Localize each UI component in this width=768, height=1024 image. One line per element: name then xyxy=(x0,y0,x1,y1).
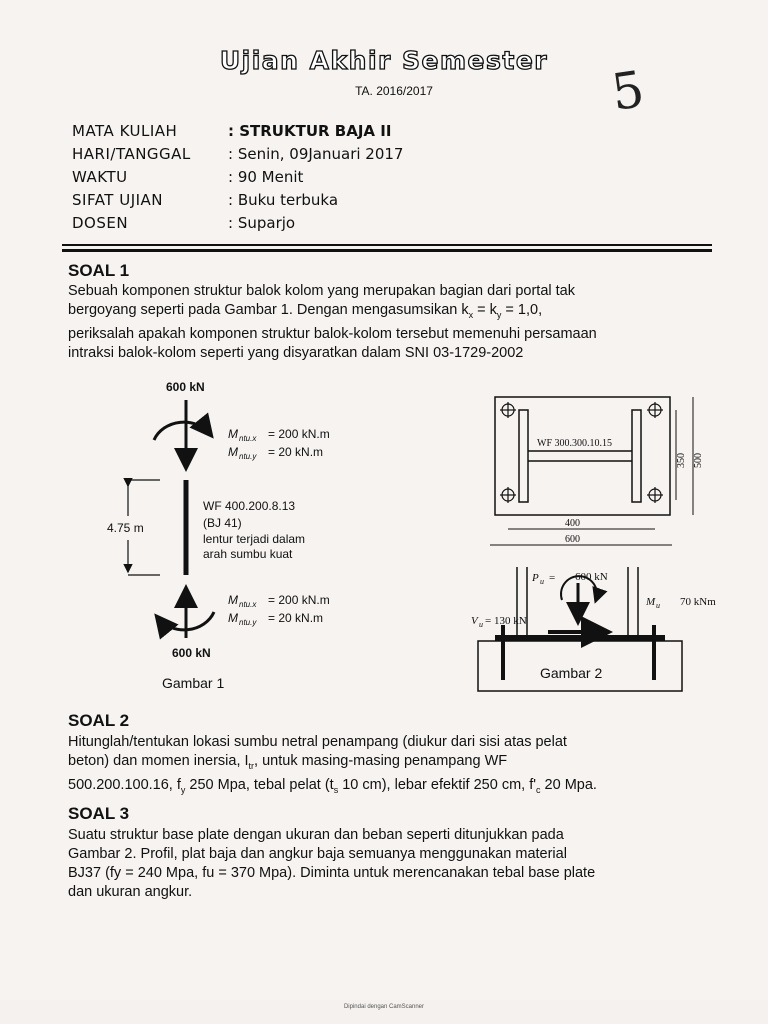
fig1-mbx-symbol: M xyxy=(228,593,238,607)
soal2-part: 10 cm), lebar efektif 250 cm, f' xyxy=(338,776,537,793)
info-value: : STRUKTUR BAJA II xyxy=(228,122,392,140)
info-label: SIFAT UJIAN xyxy=(72,191,164,209)
soal1-heading: SOAL 1 xyxy=(68,261,130,280)
fig1-mby-sub: ntu.y xyxy=(239,618,257,627)
header-divider-thick xyxy=(62,249,712,252)
fig1-mty-sub: ntu.y xyxy=(239,452,257,461)
info-label: DOSEN xyxy=(72,214,129,232)
scanner-watermark: Dipindai dengan CamScanner xyxy=(343,1004,425,1010)
fig1-note1: lentur terjadi dalam xyxy=(203,532,306,546)
fig2-pu-value: 600 kN xyxy=(575,571,608,583)
info-label: WAKTU xyxy=(72,168,128,186)
soal2-line xyxy=(68,776,713,800)
fig2-pu-label: P xyxy=(532,572,539,584)
fig1-mby-val: = 20 kN.m xyxy=(268,611,324,625)
academic-year: TA. 2016/2017 xyxy=(355,84,433,98)
info-label: HARI/TANGGAL xyxy=(72,145,191,163)
subscript: c xyxy=(536,784,541,795)
fig2-mu-sub: u xyxy=(656,601,660,610)
soal2-line: Hitunglah/tentukan lokasi sumbu netral penampang (diukur dari sisi atas pelat xyxy=(68,734,567,750)
fig1-mtx-sub: ntu.x xyxy=(239,434,257,443)
soal1-line: periksalah apakah komponen struktur balok-kolom tersebut memenuhi persamaan xyxy=(68,325,597,342)
handwritten-score: 5 xyxy=(608,60,648,122)
fig1-note2: arah sumbu kuat xyxy=(203,547,293,561)
info-label: MATA KULIAH xyxy=(72,122,178,140)
info-row-type xyxy=(72,191,338,209)
info-value: : Senin, 09Januari 2017 xyxy=(228,145,404,163)
fig2-vu-sub: u xyxy=(479,620,483,629)
subscript: s xyxy=(333,784,339,795)
soal2-part: 500.200.100.16, f xyxy=(68,776,181,793)
soal2-part: , untuk masing-masing penampang WF xyxy=(254,753,508,769)
soal2-line xyxy=(68,752,713,776)
fig1-top-load: 600 kN xyxy=(166,380,205,394)
soal2-text xyxy=(68,733,713,800)
info-value: : Suparjo xyxy=(228,214,296,232)
k-subscript: y xyxy=(496,309,502,320)
fig1-mtx-val: = 200 kN.m xyxy=(268,427,330,441)
fig1-mbx-val: = 200 kN.m xyxy=(268,593,330,607)
soal2-heading: SOAL 2 xyxy=(68,711,130,730)
fig1-mty-symbol: M xyxy=(228,445,238,459)
fig1-bottom-load: 600 kN xyxy=(172,646,211,660)
soal1-line-part: bergoyang seperti pada Gambar 1. Dengan mengasumsikan k xyxy=(68,302,469,318)
soal3-line: dan ukuran angkur. xyxy=(68,884,193,900)
fig2-mu-label: M xyxy=(646,596,656,608)
soal1-line: intraksi balok-kolom seperti yang disyaratkan dalam SNI 03-1729-2002 xyxy=(68,344,524,361)
soal3-text xyxy=(68,826,713,902)
soal3-line: BJ37 (fy = 240 Mpa, fu = 370 Mpa). Diminta untuk merencanakan tebal base plate xyxy=(68,865,596,881)
fig2-dim-350: 350 xyxy=(676,453,687,468)
fig2-dim-400: 400 xyxy=(565,518,580,529)
fig2-pu-eq: = xyxy=(549,572,556,584)
fig2-profile: WF 300.300.10.15 xyxy=(537,438,612,449)
fig1-material: (BJ 41) xyxy=(203,516,242,530)
fig1-caption: Gambar 1 xyxy=(162,675,225,691)
fig2-caption: Gambar 2 xyxy=(540,665,603,681)
fig1-mtx-symbol: M xyxy=(228,427,238,441)
fig1-section: WF 400.200.8.13 xyxy=(203,499,296,513)
soal3-line: Gambar 2. Profil, plat baja dan angkur baja semuanya menggunakan material xyxy=(68,846,567,862)
fig1-mby-symbol: M xyxy=(228,611,238,625)
fig2-dim-600: 600 xyxy=(565,534,580,545)
soal2-part: 20 Mpa. xyxy=(540,776,597,793)
header-divider xyxy=(62,244,712,246)
subscript: y xyxy=(180,784,186,795)
soal1-text xyxy=(68,282,713,363)
fig1-mbx-sub: ntu.x xyxy=(239,600,257,609)
soal3-heading: SOAL 3 xyxy=(68,804,130,823)
fig1-mty-val: = 20 kN.m xyxy=(268,445,324,459)
soal3-line: Suatu struktur base plate dengan ukuran dan beban seperti ditunjukkan pada xyxy=(68,827,564,843)
info-row-date xyxy=(72,145,403,163)
fig2-pu-sub: u xyxy=(540,577,544,586)
fig2-dim-500: 500 xyxy=(693,453,704,468)
k-subscript: x xyxy=(468,309,474,320)
soal1-line xyxy=(68,301,713,325)
fig2-vu-label: V xyxy=(471,615,478,627)
fig1-length: 4.75 m xyxy=(107,521,144,535)
soal1-line: Sebuah komponen struktur balok kolom yang merupakan bagian dari portal tak xyxy=(68,283,575,299)
fig2-vu-value: = 130 kN xyxy=(485,615,527,627)
soal2-part: 250 Mpa, tebal pelat (t xyxy=(185,776,334,793)
info-row-course xyxy=(72,122,391,140)
k-equal: = k xyxy=(473,302,497,318)
soal2-part: beton) dan momen inersia, I xyxy=(68,753,249,769)
fig2-mu-value: 70 kNm xyxy=(680,596,716,608)
k-value: = 1,0, xyxy=(501,302,543,318)
info-row-lecturer xyxy=(72,214,295,232)
info-value: : 90 Menit xyxy=(228,168,304,186)
info-row-time xyxy=(72,168,303,186)
info-value: : Buku terbuka xyxy=(228,191,339,209)
exam-title: Ujian Akhir Semester xyxy=(219,46,549,75)
subscript: tr xyxy=(248,760,255,771)
